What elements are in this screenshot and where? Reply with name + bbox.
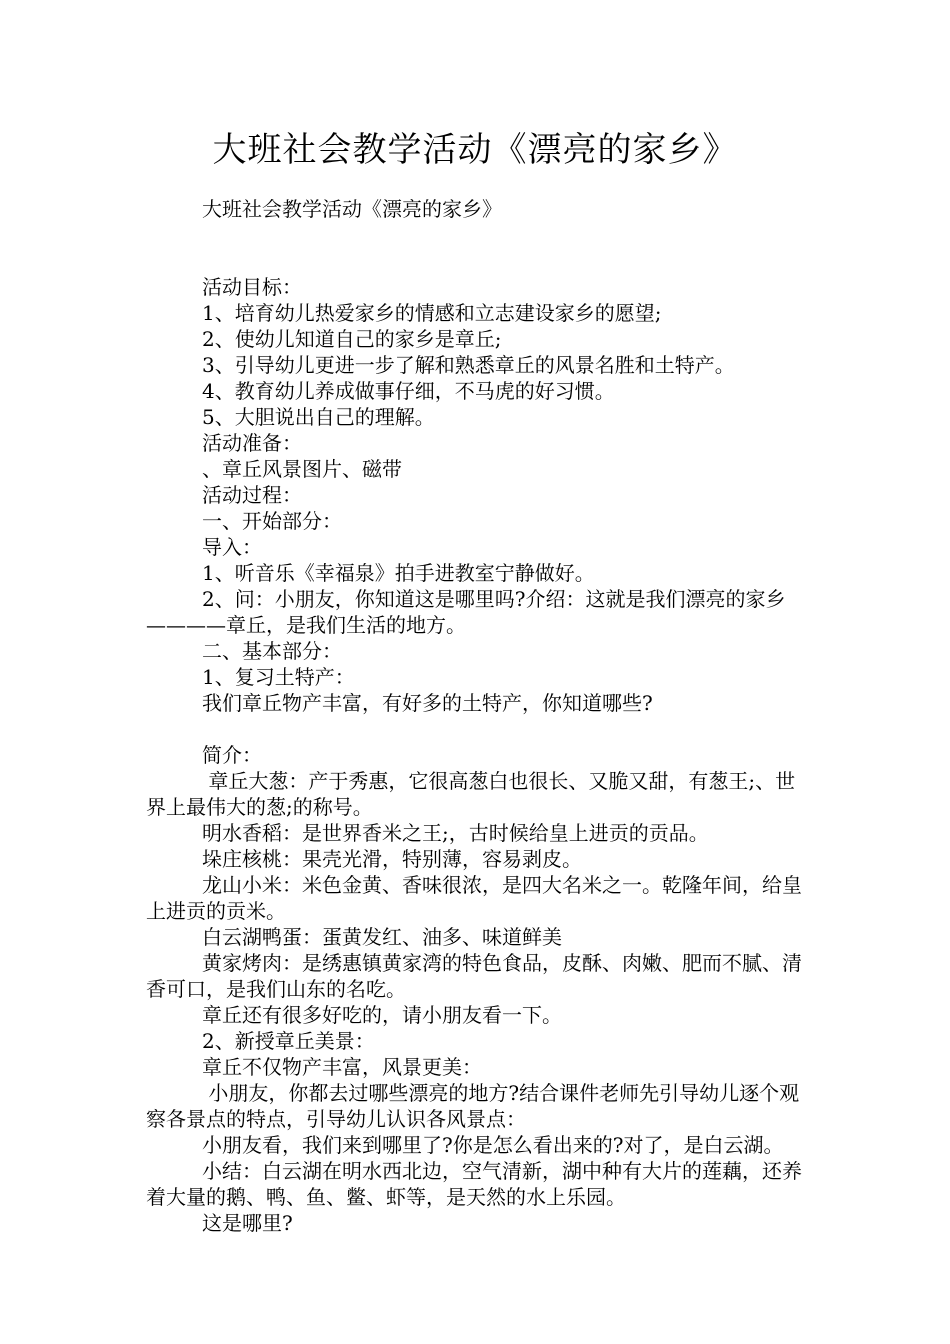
document-title: 大班社会教学活动《漂亮的家乡》: [212, 130, 738, 170]
blank-line: [146, 222, 814, 248]
sub-heading: 导入：: [202, 535, 262, 559]
document-body: [146, 196, 814, 1236]
body-paragraph: 小朋友看，我们来到哪里了?你是怎么看出来的?对了，是白云湖。: [202, 1133, 784, 1157]
sub-heading: 1、复习土特产：: [202, 665, 355, 689]
part-heading: 二、基本部分：: [202, 639, 342, 663]
specialty-item: 明水香稻：是世界香米之王;，古时候给皇上进贡的贡品。: [202, 821, 709, 845]
body-paragraph: 我们章丘物产丰富，有好多的土特产，你知道哪些?: [202, 691, 653, 715]
sub-heading: 2、新授章丘美景：: [202, 1029, 375, 1053]
specialty-item: 龙山小米：米色金黄、香味很浓，是四大名米之一。乾隆年间，给皇上进贡的贡米。: [146, 873, 802, 923]
process-step: 1、听音乐《幸福泉》拍手进教室宁静做好。: [202, 561, 595, 585]
goal-item: 2、使幼儿知道自己的家乡是章丘;: [202, 327, 502, 351]
process-step: 2、问：小朋友，你知道这是哪里吗?介绍：这就是我们漂亮的家乡————章丘，是我们生活的地方。: [146, 587, 786, 637]
goal-item: 5、大胆说出自己的理解。: [202, 405, 435, 429]
sub-heading: 简介：: [202, 743, 262, 767]
specialty-item: 白云湖鸭蛋：蛋黄发红、油多、味道鲜美: [202, 925, 562, 949]
specialty-item: 章丘大葱：产于秀惠，它很高葱白也很长、又脆又甜，有葱王;、世界上最伟大的葱;的称号。: [146, 769, 796, 819]
blank-line: [146, 716, 814, 742]
goal-item: 4、教育幼儿养成做事仔细，不马虎的好习惯。: [202, 379, 615, 403]
summary-paragraph: 小结：白云湖在明水西北边，空气清新，湖中种有大片的莲藕，还养着大量的鹅、鸭、鱼、鳖、虾等，是天然的水上乐园。: [146, 1159, 802, 1209]
body-paragraph: 章丘还有很多好吃的，请小朋友看一下。: [202, 1003, 562, 1027]
part-heading: 一、开始部分：: [202, 509, 342, 533]
goal-item: 3、引导幼儿更进一步了解和熟悉章丘的风景名胜和土特产。: [202, 353, 735, 377]
section-heading: 活动目标：: [202, 275, 302, 299]
blank-line: [146, 248, 814, 274]
body-paragraph: 这是哪里?: [202, 1211, 293, 1235]
section-heading: 活动准备：: [202, 431, 302, 455]
subtitle-paragraph: 大班社会教学活动《漂亮的家乡》: [202, 197, 502, 221]
body-paragraph: 小朋友，你都去过哪些漂亮的地方?结合课件老师先引导幼儿逐个观察各景点的特点，引导幼儿认识各风景点：: [146, 1081, 800, 1131]
goal-item: 1、培育幼儿热爱家乡的情感和立志建设家乡的愿望;: [202, 301, 662, 325]
specialty-item: 垛庄核桃：果壳光滑，特别薄，容易剥皮。: [202, 847, 582, 871]
preparation-item: 、章丘风景图片、磁带: [202, 457, 402, 481]
section-heading: 活动过程：: [202, 483, 302, 507]
specialty-item: 黄家烤肉：是绣惠镇黄家湾的特色食品，皮酥、肉嫩、肥而不腻、清香可口，是我们山东的名吃。: [146, 951, 802, 1001]
body-paragraph: 章丘不仅物产丰富，风景更美：: [202, 1055, 482, 1079]
